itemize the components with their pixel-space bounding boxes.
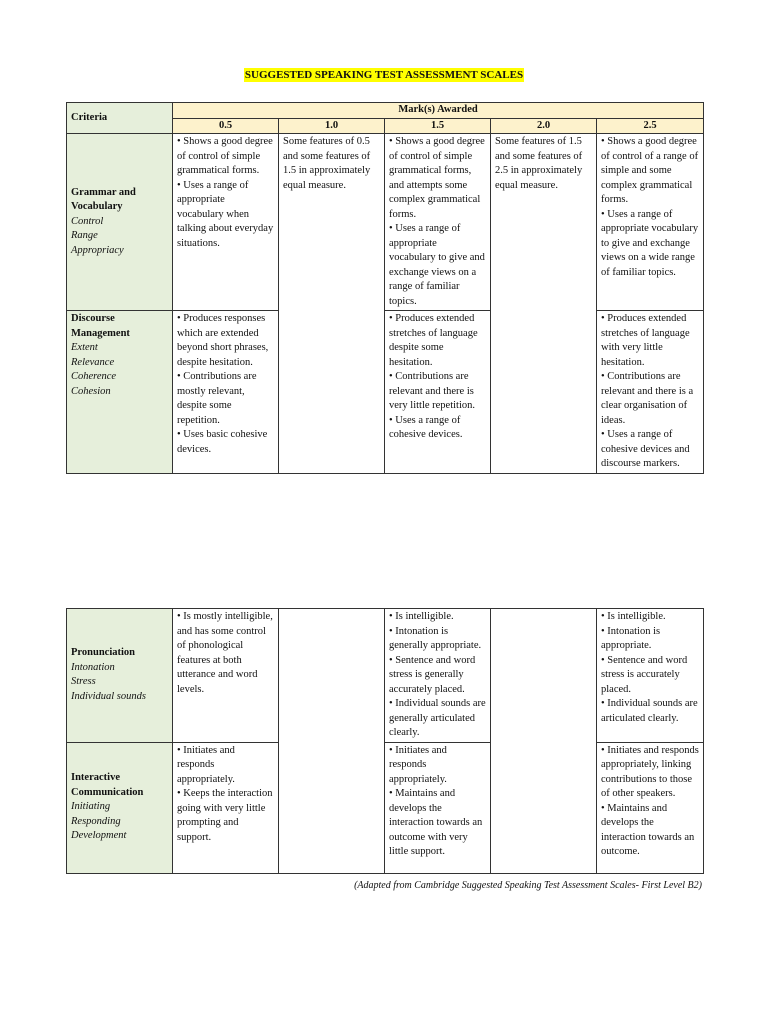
mark-2-0-cell — [491, 609, 597, 874]
criterion-sub: Appropriacy — [71, 244, 124, 256]
descriptor: • Contributions are mostly relevant, despite some repetition. — [177, 371, 257, 426]
criterion-grammar-vocabulary — [67, 134, 173, 311]
mark-1-0-cell — [279, 609, 385, 874]
descriptor: • Shows a good degree of control of simple grammatical forms. — [177, 136, 273, 176]
grammar-mark-2-5 — [597, 134, 704, 311]
criterion-discourse-management — [67, 311, 173, 474]
descriptor: • Is mostly intelligible, and has some control of phonological features at both utterance and word levels. — [177, 611, 273, 695]
mark-header: 1.0 — [279, 119, 385, 134]
criterion-sub: Stress — [71, 676, 96, 688]
descriptor: • Uses a range of appropriate vocabulary when talking about everyday situations. — [177, 179, 274, 249]
descriptor: • Uses basic cohesive devices. — [177, 429, 268, 455]
criterion-name: Pronunciation — [71, 647, 135, 659]
descriptor: • Maintains and develops the interaction towards an outcome. — [601, 802, 695, 857]
marks-awarded-header: Mark(s) Awarded — [173, 103, 704, 119]
document-title: SUGGESTED SPEAKING TEST ASSESSMENT SCALES — [244, 69, 524, 81]
assessment-table-part-2 — [66, 608, 704, 874]
descriptor: • Individual sounds are generally articulated clearly. — [389, 698, 486, 738]
descriptor: • Shows a good degree of control of a range of simple and some complex grammatical forms. — [601, 136, 699, 205]
title-wrap — [0, 65, 768, 83]
assessment-table-part-1 — [66, 102, 704, 474]
criterion-pronunciation — [67, 609, 173, 743]
descriptor: • Maintains and develops the interaction towards an outcome with very little support. — [389, 788, 483, 857]
descriptor: • Contributions are relevant and there is very little repetition. — [389, 371, 476, 411]
criterion-sub: Responding — [71, 815, 121, 827]
criterion-sub: Relevance — [71, 356, 115, 368]
grammar-mark-0-5 — [173, 134, 279, 311]
criterion-sub: Initiating — [71, 801, 111, 813]
source-footnote: (Adapted from Cambridge Suggested Speaking Test Assessment Scales- First Level B2) — [354, 880, 702, 891]
descriptor: • Uses a range of appropriate vocabulary to give and exchange views on a wide range of familiar topics. — [601, 208, 699, 278]
criterion-sub: Cohesion — [71, 385, 111, 397]
discourse-mark-2-5 — [597, 311, 704, 474]
descriptor: • Intonation is appropriate. — [601, 625, 661, 651]
descriptor: • Initiates and responds appropriately. — [389, 744, 447, 785]
criterion-name: Discourse Management — [71, 313, 130, 339]
interactive-mark-0-5 — [173, 742, 279, 873]
descriptor: • Uses a range of cohesive devices and discourse markers. — [601, 429, 690, 469]
pronunciation-mark-2-5 — [597, 609, 704, 743]
mark-header: 2.5 — [597, 119, 704, 134]
descriptor: • Is intelligible. — [389, 611, 454, 622]
descriptor: • Sentence and word stress is accurately placed. — [601, 654, 688, 695]
mark-header: 0.5 — [173, 119, 279, 134]
pronunciation-mark-1-5 — [385, 609, 491, 743]
pronunciation-mark-0-5 — [173, 609, 279, 743]
mark-header: 2.0 — [491, 119, 597, 134]
descriptor: • Produces responses which are extended beyond short phrases, despite hesitation. — [177, 313, 269, 368]
descriptor: • Is intelligible. — [601, 611, 666, 622]
discourse-mark-0-5 — [173, 311, 279, 474]
interactive-mark-1-5 — [385, 742, 491, 873]
descriptor: • Uses a range of cohesive devices. — [389, 414, 463, 440]
criterion-sub: Individual sounds — [71, 690, 146, 702]
criterion-sub: Development — [71, 830, 127, 842]
mark-header: 1.5 — [385, 119, 491, 134]
mark-1-0-description: Some features of 0.5 and some features of 1.5 in approximately equal measure. — [279, 134, 385, 474]
descriptor: • Sentence and word stress is generally accurately placed. — [389, 654, 476, 695]
criterion-sub: Range — [71, 230, 98, 242]
descriptor: • Keeps the interaction going with very little prompting and support. — [177, 788, 273, 843]
criterion-name: Grammar and Vocabulary — [71, 186, 136, 213]
descriptor: • Produces extended stretches of language with very little hesitation. — [601, 313, 690, 368]
criteria-header: Criteria — [67, 103, 173, 134]
interactive-mark-2-5 — [597, 742, 704, 873]
criterion-sub: Extent — [71, 342, 98, 353]
discourse-mark-1-5 — [385, 311, 491, 474]
mark-2-0-description: Some features of 1.5 and some features of 2.5 in approximately equal measure. — [491, 134, 597, 474]
criterion-sub: Intonation — [71, 661, 115, 673]
criterion-sub: Control — [71, 215, 104, 227]
descriptor: • Contributions are relevant and there is a clear organisation of ideas. — [601, 371, 694, 426]
grammar-mark-1-5 — [385, 134, 491, 311]
criterion-name: Interactive Communication — [71, 772, 144, 798]
criterion-interactive-communication — [67, 742, 173, 873]
descriptor: • Initiates and responds appropriately. — [177, 744, 235, 785]
descriptor: • Produces extended stretches of language despite some hesitation. — [389, 313, 478, 368]
descriptor: • Intonation is generally appropriate. — [389, 625, 482, 651]
descriptor: • Uses a range of appropriate vocabulary to give and exchange views on a range of familiar topics. — [389, 223, 485, 307]
descriptor: • Initiates and responds appropriately, linking contributions to those of other speakers. — [601, 744, 699, 799]
criterion-sub: Coherence — [71, 371, 117, 382]
descriptor: • Shows a good degree of control of simple grammatical forms, and attempts some complex grammatical forms. — [389, 136, 485, 220]
descriptor: • Individual sounds are articulated clearly. — [601, 698, 698, 724]
